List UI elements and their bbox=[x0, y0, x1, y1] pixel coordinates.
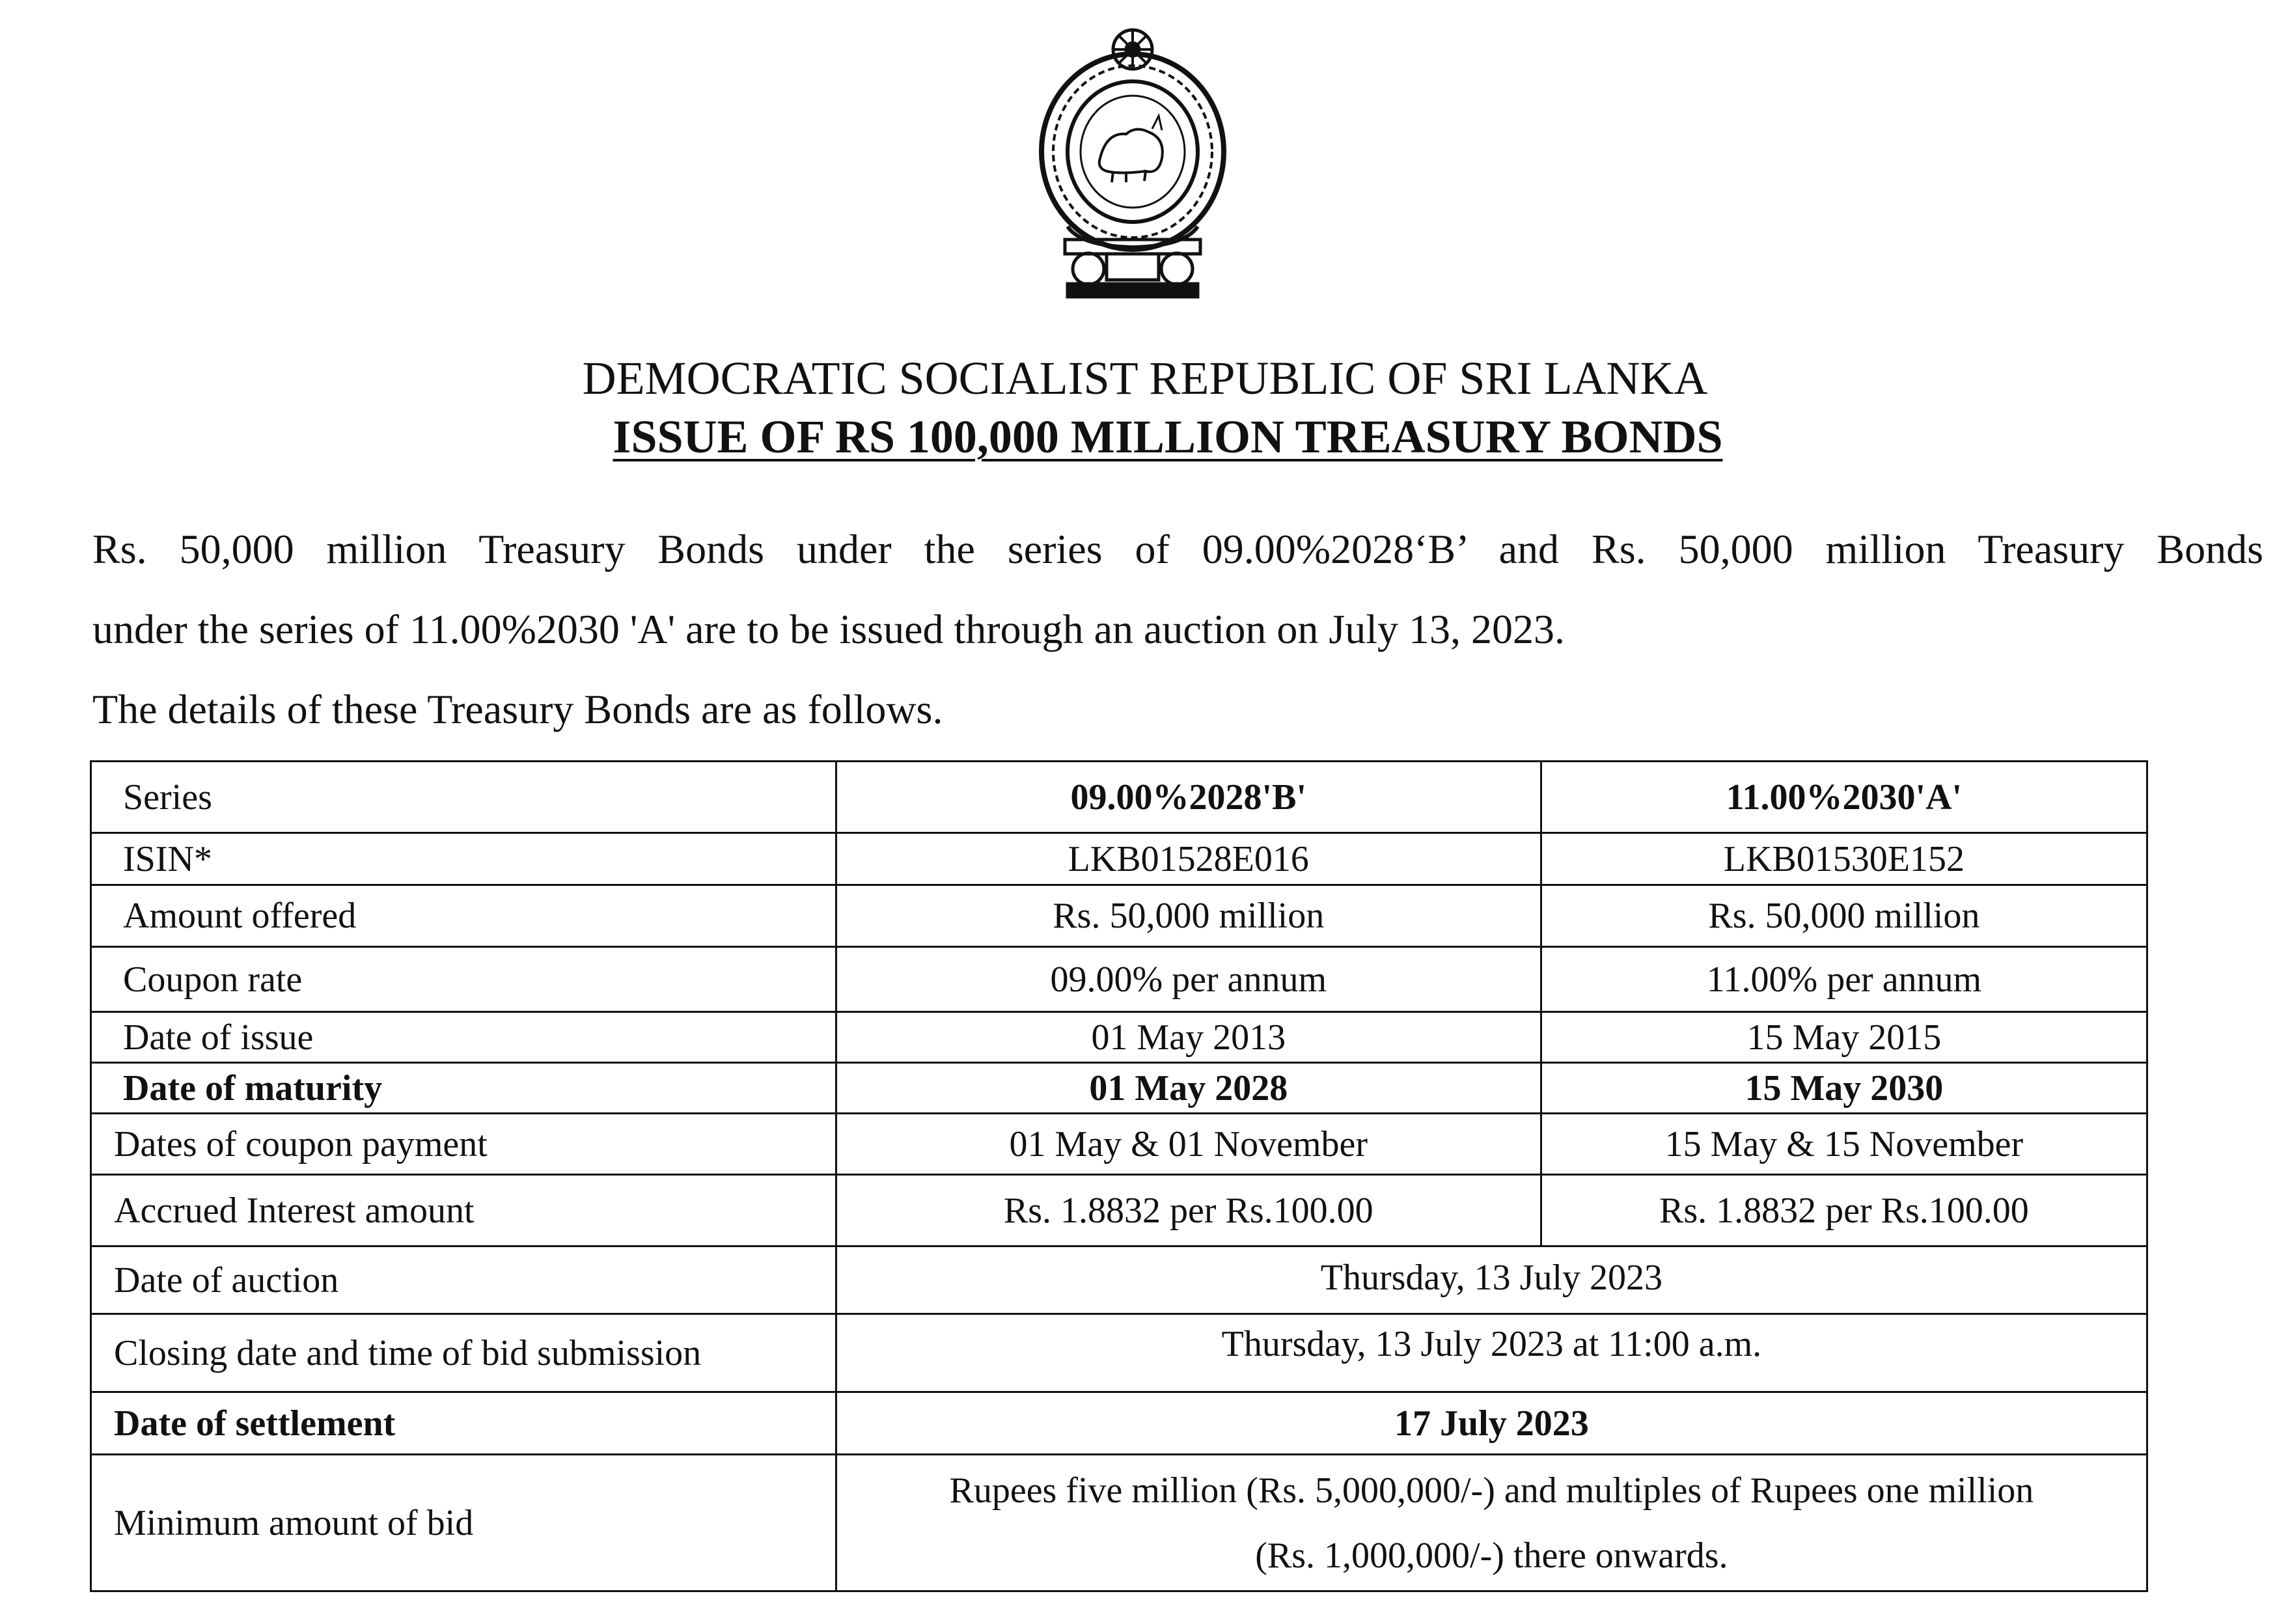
coupon-b: 11.00% per annum bbox=[1541, 947, 2147, 1012]
accrued-b: Rs. 1.8832 per Rs.100.00 bbox=[1541, 1175, 2147, 1246]
bond-details-table bbox=[90, 760, 2148, 1592]
table-row bbox=[91, 1175, 2147, 1246]
row-label: Accrued Interest amount bbox=[91, 1175, 836, 1246]
table-row bbox=[91, 762, 2147, 833]
accrued-a: Rs. 1.8832 per Rs.100.00 bbox=[836, 1175, 1541, 1246]
amount-b: Rs. 50,000 million bbox=[1541, 885, 2147, 947]
table-row bbox=[91, 833, 2147, 885]
table-row bbox=[91, 1455, 2147, 1591]
table-row bbox=[91, 1246, 2147, 1314]
row-label: Date of issue bbox=[91, 1012, 836, 1063]
row-label: Date of auction bbox=[91, 1246, 836, 1314]
national-emblem bbox=[1028, 18, 1237, 305]
table-row bbox=[91, 1012, 2147, 1063]
row-label: Date of maturity bbox=[91, 1063, 836, 1114]
document-header bbox=[0, 349, 2290, 466]
row-label: Series bbox=[91, 762, 836, 833]
row-label: Coupon rate bbox=[91, 947, 836, 1012]
row-label: Closing date and time of bid submission bbox=[91, 1314, 836, 1392]
maturity-b: 15 May 2030 bbox=[1541, 1063, 2147, 1114]
row-label: Date of settlement bbox=[91, 1392, 836, 1455]
intro-line-2: under the series of 11.00%2030 'A' are to be issued through an auction on July 13, 2023. bbox=[92, 606, 1566, 652]
maturity-a: 01 May 2028 bbox=[836, 1063, 1541, 1114]
row-label: Amount offered bbox=[91, 885, 836, 947]
intro-line-3: The details of these Treasury Bonds are as follows. bbox=[92, 686, 943, 732]
minimum-bid-line-2: (Rs. 1,000,000/-) there onwards. bbox=[1255, 1535, 1728, 1576]
closing-datetime: Thursday, 13 July 2023 at 11:00 a.m. bbox=[836, 1314, 2147, 1392]
minimum-bid bbox=[836, 1455, 2147, 1591]
table-row bbox=[91, 947, 2147, 1012]
series-a: 09.00%2028'B' bbox=[836, 762, 1541, 833]
country-name: DEMOCRATIC SOCIALIST REPUBLIC OF SRI LANKA bbox=[582, 352, 1708, 404]
issue-title: ISSUE OF RS 100,000 MILLION TREASURY BONDS bbox=[613, 411, 1723, 463]
row-label: Minimum amount of bid bbox=[91, 1455, 836, 1591]
table-row bbox=[91, 1314, 2147, 1392]
coupon-dates-a: 01 May & 01 November bbox=[836, 1114, 1541, 1175]
row-label: Dates of coupon payment bbox=[91, 1114, 836, 1175]
isin-b: LKB01530E152 bbox=[1541, 833, 2147, 885]
series-b: 11.00%2030'A' bbox=[1541, 762, 2147, 833]
settlement-date: 17 July 2023 bbox=[836, 1392, 2147, 1455]
issue-date-b: 15 May 2015 bbox=[1541, 1012, 2147, 1063]
isin-a: LKB01528E016 bbox=[836, 833, 1541, 885]
issue-date-a: 01 May 2013 bbox=[836, 1012, 1541, 1063]
row-label: ISIN* bbox=[91, 833, 836, 885]
table-row bbox=[91, 885, 2147, 947]
coupon-dates-b: 15 May & 15 November bbox=[1541, 1114, 2147, 1175]
auction-date: Thursday, 13 July 2023 bbox=[836, 1246, 2147, 1314]
intro-line-1: Rs. 50,000 million Treasury Bonds under the series of 09.00%2028‘B’ and Rs. 50,000 million Treasury Bonds bbox=[92, 526, 2263, 572]
minimum-bid-line-1: Rupees five million (Rs. 5,000,000/-) and multiples of Rupees one million bbox=[949, 1470, 2034, 1511]
table-row bbox=[91, 1063, 2147, 1114]
table-row bbox=[91, 1114, 2147, 1175]
table-row bbox=[91, 1392, 2147, 1455]
intro-paragraph bbox=[92, 509, 2263, 749]
amount-a: Rs. 50,000 million bbox=[836, 885, 1541, 947]
coupon-a: 09.00% per annum bbox=[836, 947, 1541, 1012]
